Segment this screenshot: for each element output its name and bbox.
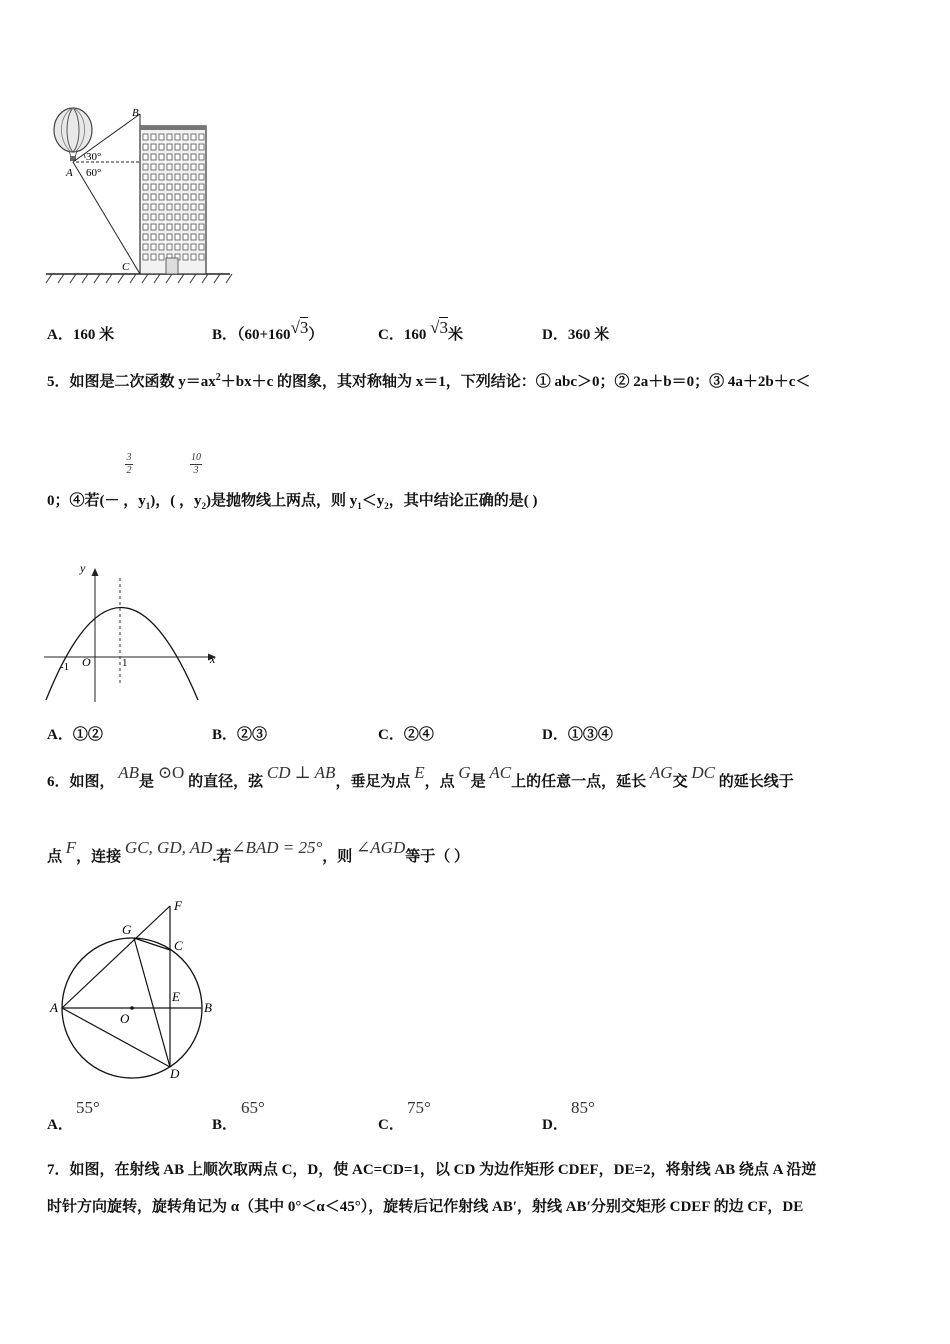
building-window — [191, 214, 196, 220]
q6-t1: 6．如图， — [47, 774, 115, 790]
building-window — [175, 174, 180, 180]
q6-option-b: B． — [212, 1117, 238, 1133]
q6-option-d-value: 85° — [571, 1098, 595, 1117]
building-window — [191, 134, 196, 140]
building-window — [191, 224, 196, 230]
building-window — [151, 164, 156, 170]
building-window — [199, 204, 204, 210]
q5-line2-e: ，其中结论正确的是( ) — [388, 493, 538, 509]
building-window — [175, 134, 180, 140]
q5-line2-b: )，( ，y — [150, 493, 202, 509]
building-window — [151, 134, 156, 140]
building-window — [175, 224, 180, 230]
origin-label: O — [82, 655, 91, 669]
building-window — [175, 154, 180, 160]
q5-option-b: B．②③ — [212, 727, 268, 743]
balloon-building-figure — [40, 100, 240, 290]
q6-option-c-value: 75° — [407, 1098, 431, 1117]
building-window — [151, 224, 156, 230]
label-f: F — [174, 898, 182, 913]
building-window — [167, 184, 172, 190]
frac1-numerator: 3 — [126, 452, 132, 463]
building-window — [191, 194, 196, 200]
building-window — [191, 244, 196, 250]
q5-line-2 — [47, 489, 538, 511]
q6-t7: 上的任意一点，延长 — [511, 774, 647, 790]
label-c: C — [122, 261, 130, 273]
sub-3: 1 — [357, 501, 362, 511]
building-window — [191, 154, 196, 160]
q6-math-angle-bad: ∠BAD = 25° — [231, 838, 323, 857]
q6-math-ag: AG — [649, 763, 673, 782]
building — [140, 126, 206, 274]
sqrt-symbol-c: √3 — [430, 318, 448, 337]
sub-2: 2 — [201, 501, 206, 511]
fraction-10-3 — [188, 452, 204, 477]
label-o: O — [120, 1011, 130, 1026]
building-window — [159, 194, 164, 200]
building-window — [199, 174, 204, 180]
building-window — [183, 144, 188, 150]
building-window — [191, 174, 196, 180]
q6-line-2 — [47, 838, 469, 866]
q4-option-c-suffix: 米 — [447, 327, 463, 343]
q6-math-ab: AB — [118, 763, 140, 782]
building-window — [167, 134, 172, 140]
building-window — [175, 194, 180, 200]
building-window — [151, 214, 156, 220]
frac2-denominator: 3 — [193, 465, 199, 476]
q6-t8: 交 — [672, 774, 688, 790]
building-window — [159, 134, 164, 140]
q6-math-cd-perp-ab: CD ⊥ AB — [266, 763, 336, 782]
building-window — [167, 204, 172, 210]
building-window — [199, 134, 204, 140]
q5-option-a: A．①② — [47, 727, 103, 743]
building-window — [183, 174, 188, 180]
label-a: A — [50, 1000, 58, 1015]
q6-t5: ，点 — [424, 774, 455, 790]
building-window — [159, 224, 164, 230]
building-window — [159, 174, 164, 180]
building-window — [143, 194, 148, 200]
building-window — [183, 134, 188, 140]
q6-l2t1: 点 — [47, 849, 63, 865]
building-window — [151, 194, 156, 200]
sub-4: 2 — [384, 501, 389, 511]
building-window — [175, 244, 180, 250]
q6-option-c: C． — [378, 1117, 404, 1133]
q6-math-gc-gd-ad: GC, GD, AD — [124, 838, 213, 857]
building-window — [191, 144, 196, 150]
building-window — [159, 214, 164, 220]
q6-line-1 — [47, 763, 794, 791]
building-window — [183, 154, 188, 160]
building-window — [167, 154, 172, 160]
building-window — [183, 224, 188, 230]
parabola-curve — [46, 608, 198, 701]
q5-line1-suffix: ＋bx＋c 的图象，其对称轴为 x＝1，下列结论：① abc＞0；② 2a＋b＝0；③ 4a＋2b＋c＜ — [220, 374, 811, 390]
label-e: E — [172, 989, 180, 1004]
sqrt-radicand-c: 3 — [439, 318, 448, 337]
building-window — [199, 234, 204, 240]
q6-t3: 的直径，弦 — [188, 774, 264, 790]
building-window — [143, 134, 148, 140]
building-window — [175, 214, 180, 220]
building-window — [191, 164, 196, 170]
q6-t4: ，垂足为点 — [335, 774, 411, 790]
building-window — [199, 194, 204, 200]
building-window — [183, 204, 188, 210]
building-window — [183, 184, 188, 190]
q6-math-dc: DC — [691, 763, 715, 782]
q6-math-angle-agd: ∠AGD — [356, 838, 406, 857]
building-window — [143, 224, 148, 230]
ground-hatching — [46, 274, 232, 283]
center-point — [130, 1006, 134, 1010]
building-window — [199, 214, 204, 220]
circle-figure — [46, 892, 226, 1082]
q4-option-b — [212, 318, 324, 344]
q5-exponent: 2 — [215, 372, 221, 383]
building-window — [167, 144, 172, 150]
q7-line-1: 7．如图，在射线 AB 上顺次取两点 C，D，使 AC=CD=1，以 CD 为边作矩形 CDEF，DE=2，将射线 AB 绕点 A 沿逆 — [47, 1162, 817, 1178]
q5-line1-prefix: 5．如图是二次函数 y＝ax — [47, 374, 216, 390]
q4-option-c-prefix: C．160 — [378, 327, 427, 343]
building-window — [183, 254, 188, 260]
building-window — [151, 154, 156, 160]
building-window — [143, 244, 148, 250]
sqrt-radicand: 3 — [299, 318, 309, 337]
angle-30: 30° — [86, 151, 102, 163]
q6-l2t2: ，连接 — [76, 849, 122, 865]
building-window — [151, 244, 156, 250]
building-window — [199, 254, 204, 260]
y-axis-label: y — [80, 561, 86, 575]
building-window — [167, 234, 172, 240]
q6-math-g: G — [458, 763, 471, 782]
building-window — [167, 244, 172, 250]
building-window — [199, 244, 204, 250]
building-window — [199, 164, 204, 170]
building-window — [183, 214, 188, 220]
building-window — [159, 154, 164, 160]
building-window — [151, 174, 156, 180]
q6-t6: 是 — [470, 774, 486, 790]
label-c: C — [174, 938, 183, 953]
building-window — [159, 234, 164, 240]
fraction-3-2 — [123, 452, 135, 477]
building-window — [143, 154, 148, 160]
building-window — [183, 244, 188, 250]
q6-option-a-value: 55° — [76, 1098, 100, 1117]
building-window — [143, 254, 148, 260]
q4-option-a: A．160 米 — [47, 327, 115, 343]
building-window — [167, 164, 172, 170]
y-axis-arrow — [92, 568, 99, 576]
label-d: D — [170, 1066, 180, 1081]
building-window — [191, 234, 196, 240]
sqrt-symbol: √3 — [290, 318, 309, 337]
q5-line2-d: ＜y — [361, 493, 385, 509]
frac1-denominator: 2 — [126, 465, 132, 476]
building-window — [175, 164, 180, 170]
label-b: B — [132, 107, 139, 119]
building-window — [167, 224, 172, 230]
building-window — [199, 184, 204, 190]
building-window — [191, 184, 196, 190]
building-window — [183, 164, 188, 170]
building-window — [143, 144, 148, 150]
building-window — [175, 234, 180, 240]
q4-option-c — [378, 318, 463, 344]
building-window — [143, 174, 148, 180]
building-window — [175, 144, 180, 150]
building-window — [143, 184, 148, 190]
building-window — [151, 254, 156, 260]
q5-line2-a: 0；④若(－ ，y — [47, 493, 146, 509]
label-a: A — [66, 167, 73, 179]
building-window — [151, 204, 156, 210]
q5-line-1 — [47, 370, 810, 391]
q5-line2-c: )是抛物线上两点，则 y — [206, 493, 358, 509]
building-window — [159, 164, 164, 170]
q4-option-b-prefix: B．（60+160 — [212, 327, 291, 343]
building-window — [159, 204, 164, 210]
building-window — [159, 184, 164, 190]
q6-l2t5: 等于（ ） — [405, 849, 469, 865]
q4-option-d: D．360 米 — [542, 327, 610, 343]
building-window — [159, 244, 164, 250]
building-window — [151, 144, 156, 150]
q6-l2t4: ，则 — [322, 849, 353, 865]
building-window — [159, 144, 164, 150]
sub-1: 1 — [145, 501, 151, 511]
q6-option-a: A． — [47, 1117, 73, 1133]
building-window — [143, 214, 148, 220]
q6-math-e: E — [414, 763, 425, 782]
building-window — [151, 234, 156, 240]
frac2-numerator: 10 — [191, 452, 201, 463]
parabola-figure — [40, 560, 230, 705]
building-window — [159, 254, 164, 260]
building-window — [175, 184, 180, 190]
building-window — [143, 234, 148, 240]
building-window — [199, 154, 204, 160]
building-window — [191, 254, 196, 260]
q6-l2t3: .若 — [212, 849, 232, 865]
building-window — [183, 194, 188, 200]
q6-option-d: D． — [542, 1117, 568, 1133]
building-window — [167, 194, 172, 200]
label-g: G — [122, 922, 132, 937]
building-window — [143, 164, 148, 170]
building-window — [167, 174, 172, 180]
q6-math-ac: AC — [489, 763, 512, 782]
q6-option-b-value: 65° — [241, 1098, 265, 1117]
angle-60: 60° — [86, 167, 102, 179]
building-window — [151, 184, 156, 190]
building-window — [191, 204, 196, 210]
q7-line-2: 时针方向旋转，旋转角记为 α（其中 0°＜α＜45°），旋转后记作射线 AB′，射线 AB′分别交矩形 CDEF 的边 CF，DE — [47, 1199, 804, 1215]
q6-math-f: F — [65, 838, 77, 857]
building-window — [167, 214, 172, 220]
q5-option-d: D．①③④ — [542, 727, 613, 743]
building-window — [183, 234, 188, 240]
building-window — [199, 224, 204, 230]
one-label: 1 — [122, 657, 128, 669]
building-window — [143, 204, 148, 210]
q6-t9: 的延长线于 — [718, 774, 794, 790]
q5-option-c: C．②④ — [378, 727, 434, 743]
building-window — [175, 204, 180, 210]
label-b: B — [204, 1000, 212, 1015]
neg-one-label: -1 — [60, 661, 70, 673]
q4-option-b-suffix: ） — [308, 327, 324, 343]
building-window — [199, 144, 204, 150]
q6-math-circle-o: ⊙O — [157, 763, 185, 782]
q6-t2: 是 — [139, 774, 155, 790]
x-axis-label: x — [210, 652, 216, 666]
